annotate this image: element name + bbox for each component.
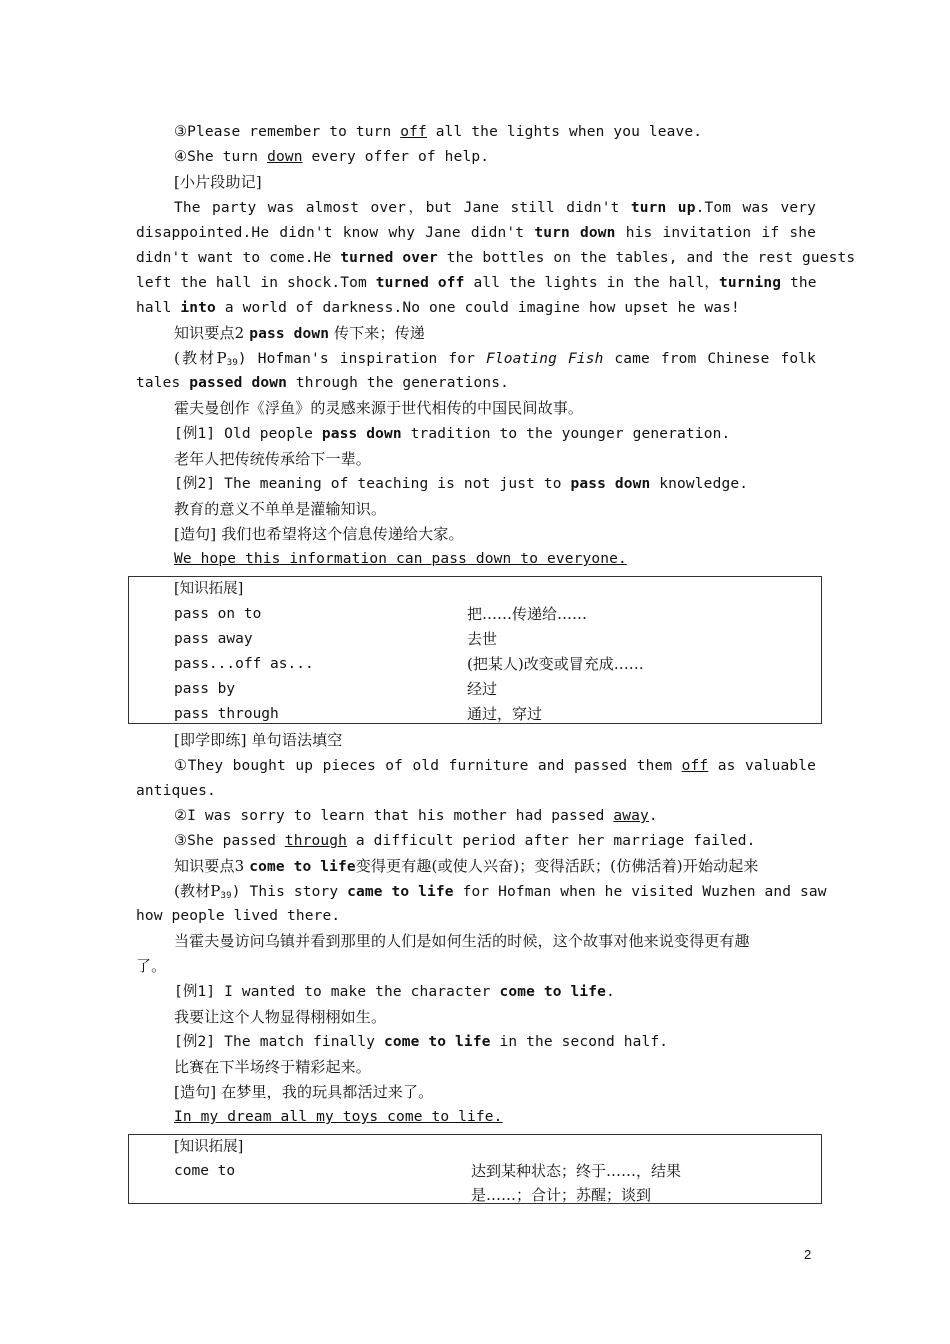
story-line: disappointed.He didn't know why Jane didn't turn down his invitation if she: [136, 225, 817, 241]
translation: 霍夫曼创作《浮鱼》的灵感来源于世代相传的中国民间故事。: [174, 399, 584, 417]
page-number: 2: [804, 1247, 812, 1262]
translation: 当霍夫曼访问乌镇并看到那里的人们是如何生活的时候，这个故事对他来说变得更有趣: [174, 932, 750, 950]
expansion-table: [128, 576, 822, 724]
translation: 比赛在下半场终于精彩起来。: [174, 1058, 371, 1076]
table-meaning: 去世: [467, 630, 498, 648]
practice-item: ②I was sorry to learn that his mother had passed away.: [174, 808, 658, 824]
textbook-quote: how people lived there.: [136, 908, 341, 924]
knowledge-point-heading: 知识要点2 pass down 传下来；传递: [174, 324, 425, 342]
exercise-line: ④She turn down every offer of help.: [174, 149, 490, 165]
sentence-prompt: [造句] 在梦里，我的玩具都活过来了。: [174, 1083, 434, 1101]
practice-item: antiques.: [136, 783, 216, 799]
translation: 我要让这个人物显得栩栩如生。: [174, 1008, 387, 1026]
table-meaning: (把某人)改变或冒充成……: [467, 655, 644, 673]
exercise-line: ③Please remember to turn off all the lights when you leave.: [174, 124, 703, 140]
table-phrase: pass through: [174, 706, 279, 722]
story-line: hall into a world of darkness.No one could imagine how upset he was!: [136, 300, 740, 316]
textbook-quote: (教材$P_{39}$) This story came to life for Hofman when he visited Wuzhen and saw: [174, 882, 827, 901]
practice-heading: [即学即练] 单句语法填空: [174, 731, 343, 749]
sentence-answer: In my dream all my toys come to life.: [174, 1109, 503, 1125]
table-title: [知识拓展]: [174, 581, 244, 597]
expansion-table: [128, 1134, 822, 1204]
example-line: [例2] The match finally come to life in the second half.: [174, 1034, 669, 1050]
table-meaning: 是……；合计；苏醒；谈到: [471, 1186, 652, 1204]
table-phrase: pass by: [174, 681, 236, 697]
story-line: left the hall in shock.Tom turned off all the lights in the hall，turning the: [136, 275, 817, 291]
table-title: [知识拓展]: [174, 1139, 244, 1155]
table-meaning: 达到某种状态；终于……，结果: [471, 1162, 682, 1180]
sentence-prompt: [造句] 我们也希望将这个信息传递给大家。: [174, 525, 464, 543]
table-meaning: 经过: [467, 680, 498, 698]
example-line: [例1] I wanted to make the character come to life.: [174, 984, 615, 1000]
example-line: [例1] Old people pass down tradition to the younger generation.: [174, 426, 731, 442]
table-phrase: pass away: [174, 631, 253, 647]
textbook-quote: tales passed down through the generations.: [136, 375, 509, 391]
story-line: didn't want to come.He turned over the bottles on the tables, and the rest guests: [136, 250, 856, 266]
table-phrase: pass on to: [174, 606, 262, 622]
example-line: [例2] The meaning of teaching is not just to pass down knowledge.: [174, 476, 749, 492]
practice-item: ①They bought up pieces of old furniture and passed them off as valuable: [174, 758, 816, 774]
translation: 教育的意义不单单是灌输知识。: [174, 500, 387, 518]
knowledge-point-heading: 知识要点3 come to life变得更有趣(或使人兴奋)；变得活跃；(仿佛活着)开始动起来: [174, 857, 759, 875]
sentence-answer: We hope this information can pass down to everyone.: [174, 551, 627, 567]
table-phrase: come to: [174, 1163, 236, 1179]
table-meaning: 把……传递给……: [467, 605, 588, 623]
textbook-quote: (教材$P_{39}$) Hofman's inspiration for Floating Fish came from Chinese folk: [174, 349, 816, 368]
translation: 老年人把传统传承给下一辈。: [174, 450, 371, 468]
story-line: The party was almost over，but Jane still didn't turn up.Tom was very: [174, 200, 816, 216]
table-phrase: pass...off as...: [174, 656, 314, 672]
section-heading: [小片段助记]: [174, 173, 262, 191]
practice-item: ③She passed through a difficult period after her marriage failed.: [174, 833, 756, 849]
translation: 了。: [136, 957, 167, 975]
table-meaning: 通过，穿过: [467, 705, 543, 723]
